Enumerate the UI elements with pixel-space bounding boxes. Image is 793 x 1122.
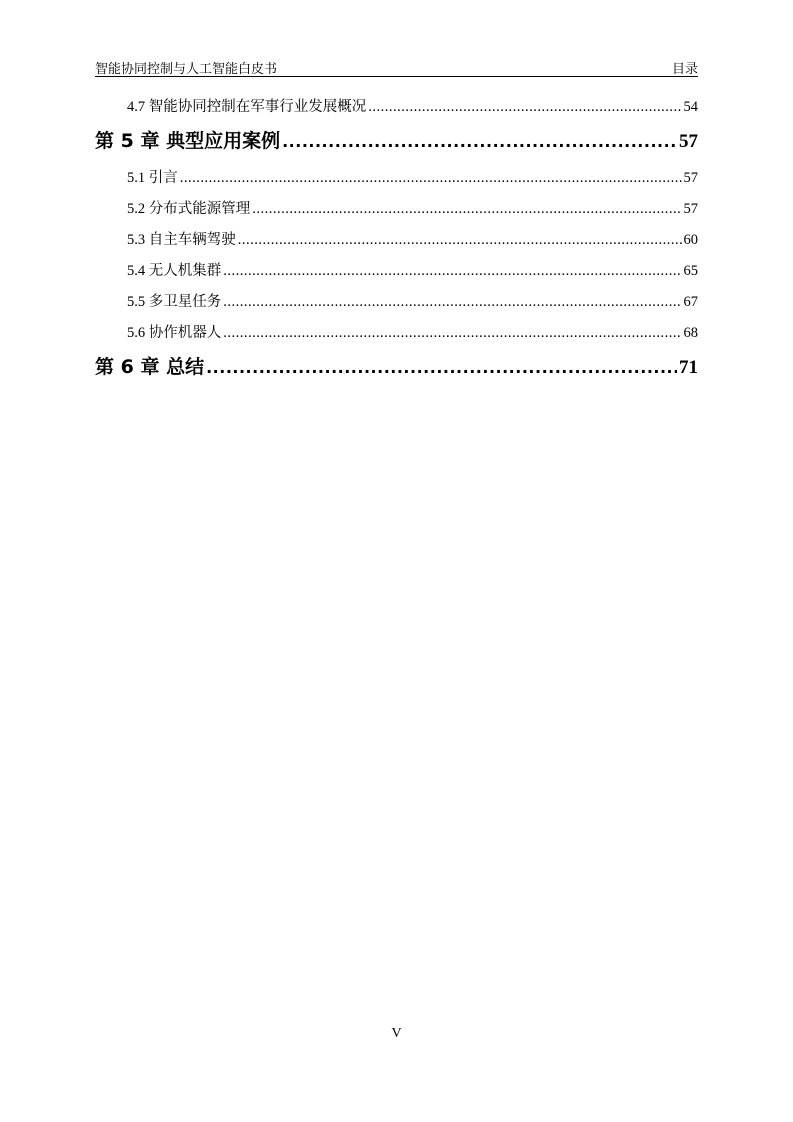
toc-page-number: 67: [683, 294, 698, 310]
toc-entry[interactable]: [127, 228, 698, 249]
toc-entry[interactable]: [127, 290, 698, 311]
toc-entry-label: 5.3 自主车辆驾驶: [127, 232, 236, 248]
toc-page-number: 57: [683, 170, 698, 186]
toc-chapter-entry[interactable]: [95, 126, 698, 153]
toc-entry-label: 5.6 协作机器人: [127, 325, 222, 341]
toc-entry[interactable]: [127, 95, 698, 116]
toc-chapter-entry[interactable]: [95, 352, 698, 379]
toc-leader-dots: [252, 201, 681, 218]
toc-leader-dots: [180, 170, 682, 187]
toc-leader-dots: [368, 99, 681, 116]
toc-entry[interactable]: [127, 321, 698, 342]
toc-page-number: 68: [683, 325, 698, 341]
toc-entry-label: 5.4 无人机集群: [127, 263, 222, 279]
toc-page-number: 65: [683, 263, 698, 279]
toc-page-number: 54: [683, 99, 698, 115]
document-title: 智能协同控制与人工智能白皮书: [95, 61, 278, 76]
toc-entry[interactable]: [127, 197, 698, 218]
toc-entry-label: 5.1 引言: [127, 170, 178, 186]
toc-entry[interactable]: [127, 259, 698, 280]
page-number: V: [391, 1026, 402, 1041]
toc-leader-dots: [223, 294, 681, 311]
toc-leader-dots: [238, 232, 682, 249]
toc-entry[interactable]: [127, 166, 698, 187]
toc-page-number: 57: [679, 131, 698, 152]
section-title: 目录: [671, 61, 698, 76]
toc-page-number: 57: [683, 201, 698, 217]
page-header: [95, 56, 698, 77]
toc-entry-label: 第 6 章 总结: [95, 356, 205, 378]
toc-entry-label: 第 5 章 典型应用案例: [95, 130, 281, 152]
toc-entry-label: 5.5 多卫星任务: [127, 294, 222, 310]
toc-page-number: 60: [683, 232, 698, 248]
toc-leader-dots: [223, 263, 681, 280]
toc-leader-dots: [282, 130, 677, 152]
toc-leader-dots: [206, 356, 677, 378]
toc-entry-label: 4.7 智能协同控制在军事行业发展概况: [127, 99, 367, 115]
toc-entry-label: 5.2 分布式能源管理: [127, 201, 251, 217]
toc-leader-dots: [223, 325, 681, 342]
toc-page-number: 71: [679, 357, 698, 378]
